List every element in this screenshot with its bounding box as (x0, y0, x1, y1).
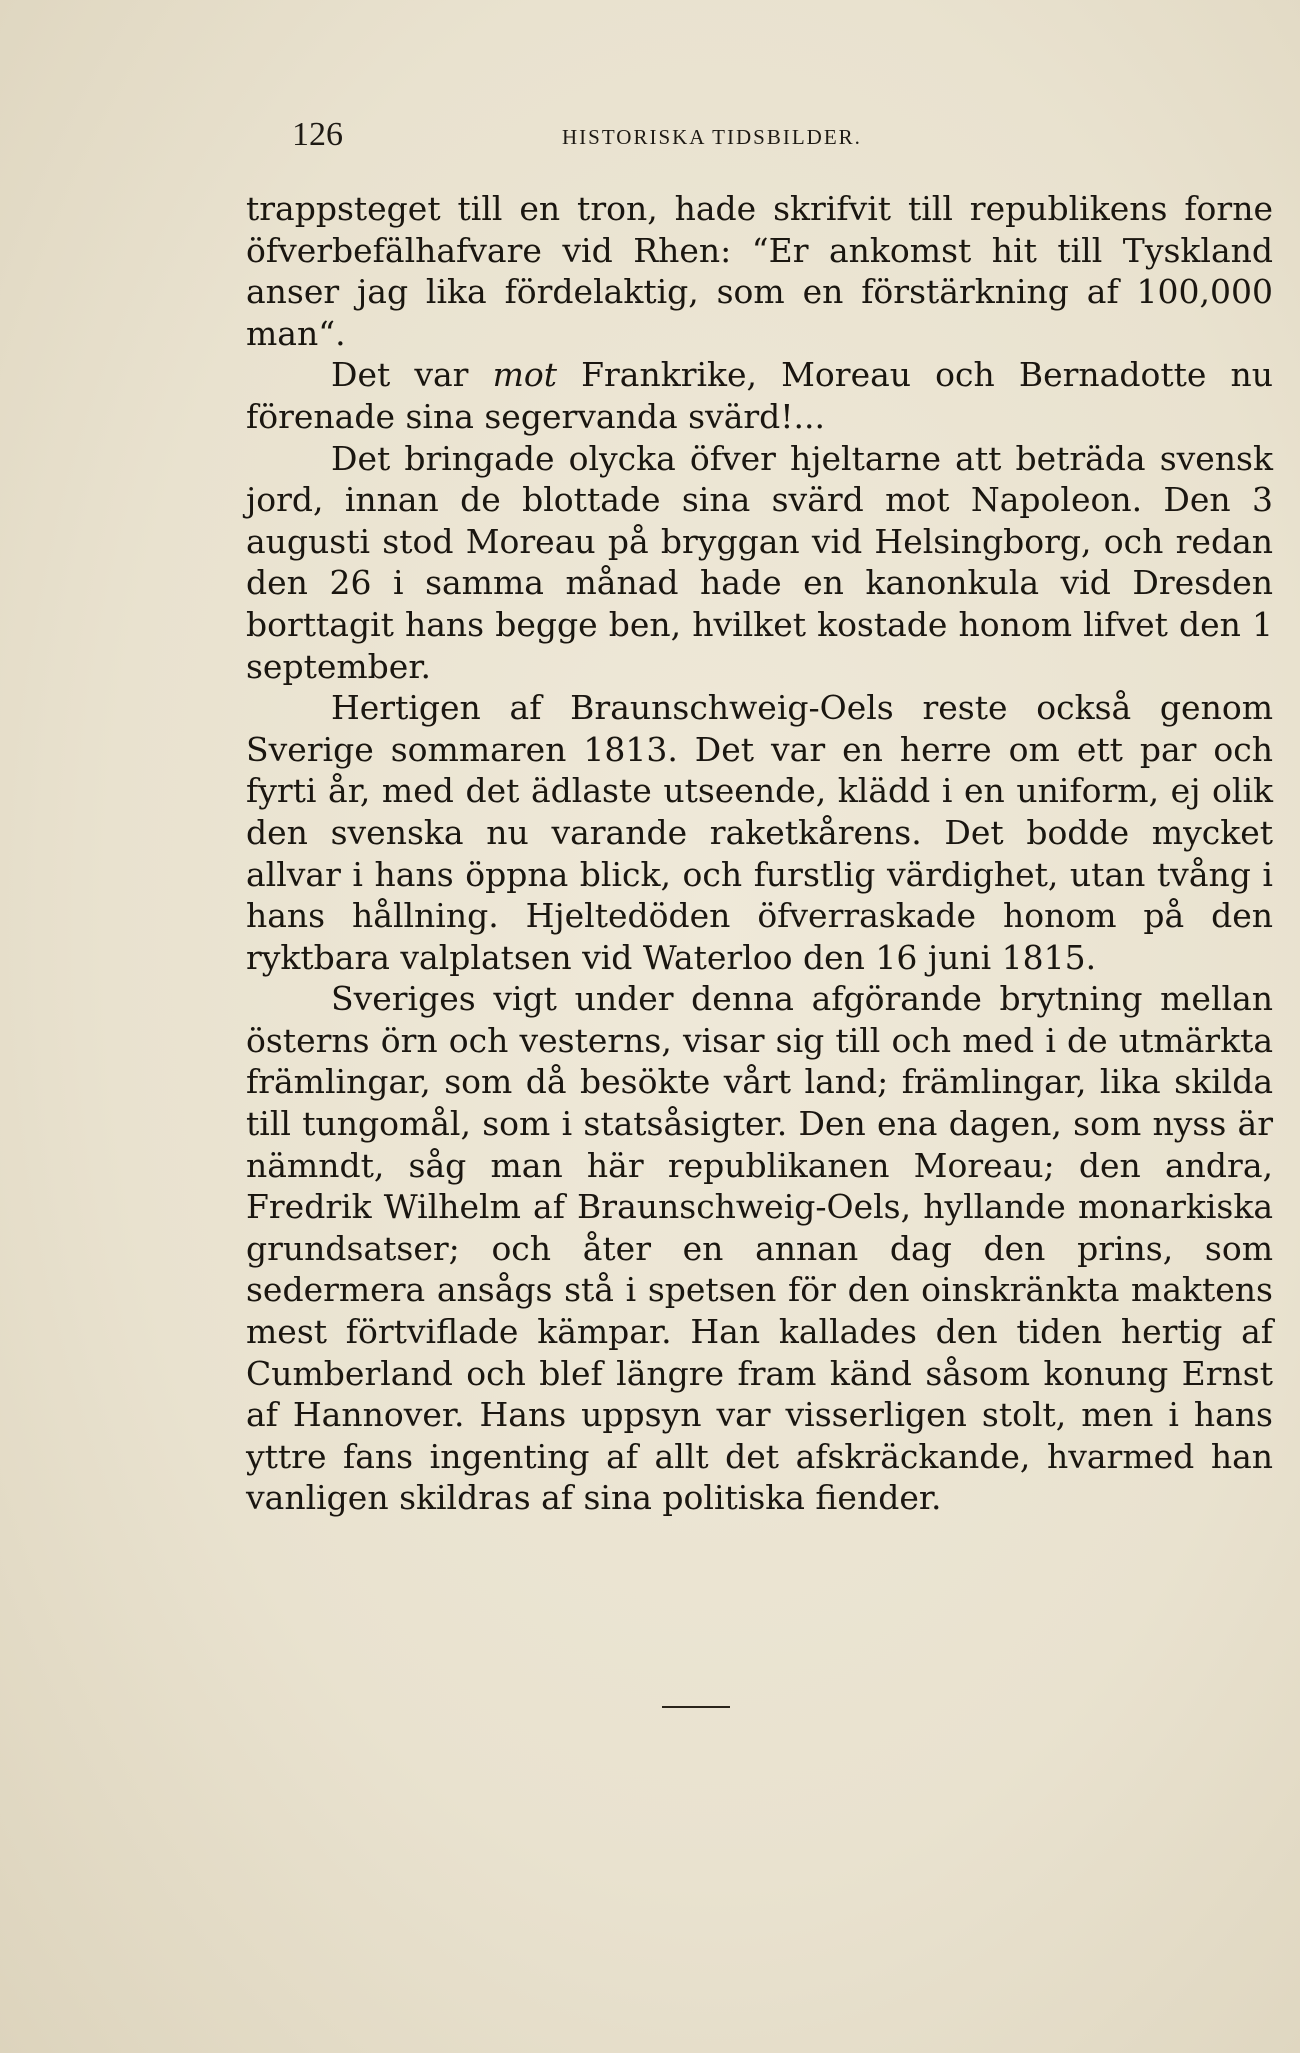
paragraph (246, 354, 1273, 437)
paragraph-text: Sveriges vigt under denna afgörande brytning mellan österns örn och vesterns, visar sig till och med i de utmärkta främlingar, som då besökte vårt land; främlingar, lika skilda till tungomål, som i statsåsigter. Den ena dagen, som nyss är nämndt, såg man här republikanen Moreau; den andra, Fredrik Wilhelm af Braunschweig-Oels, hyllande monarkiska grundsatser; och åter en annan dag den prins, som sedermera ansågs stå i spetsen för den oinskränkta maktens mest förtviflade kämpar. Han kallades den tiden hertig af Cumberland och blef längre fram känd såsom konung Ernst af Hannover. Hans uppsyn var visserligen stolt, men i hans yttre fans ingenting af allt det afskräckande, hvarmed han vanligen skildras af sina politiska fiender. (246, 979, 1273, 1518)
paragraph-text: Hertigen af Braunschweig-Oels reste också genom Sverige sommaren 1813. Det var en herre om ett par och fyrti år, med det ädlaste utseende, klädd i en uniform, ej olik den svenska nu varande raketkårens. Det bodde mycket allvar i hans öppna blick, och furstlig värdighet, utan tvång i hans hållning. Hjeltedöden öfverraskade honom på den ryktbara valplatsen vid Waterloo den 16 juni 1815. (246, 688, 1273, 977)
section-end-rule (662, 1706, 730, 1708)
paragraph (246, 687, 1273, 978)
running-title: HISTORISKA TIDSBILDER. (562, 125, 862, 149)
paragraph-text: Frankrike, Moreau och Bernadotte nu förenade sina segervanda svärd!... (246, 355, 1273, 436)
paragraph-text: Det var (331, 355, 493, 395)
italic-text: mot (492, 355, 557, 395)
paragraph (246, 978, 1273, 1519)
page-number: 126 (292, 116, 343, 153)
paragraph-text: trappsteget till en tron, hade skrifvit till republikens forne öfverbefälhafvare vid Rhen: “Er ankomst hit till Tyskland anser jag lika fördelaktig, som en förstärkning af 100,000 man“. (246, 189, 1273, 353)
page-header (292, 116, 982, 156)
paragraph (246, 438, 1273, 688)
body-text (246, 188, 1273, 1519)
paragraph-text: Det bringade olycka öfver hjeltarne att beträda svensk jord, innan de blottade sina svärd mot Napoleon. Den 3 augusti stod Moreau på bryggan vid Helsingborg, och redan den 26 i samma månad hade en kanonkula vid Dresden borttagit hans begge ben, hvilket kostade honom lifvet den 1 september. (246, 438, 1273, 686)
paragraph (246, 188, 1273, 354)
